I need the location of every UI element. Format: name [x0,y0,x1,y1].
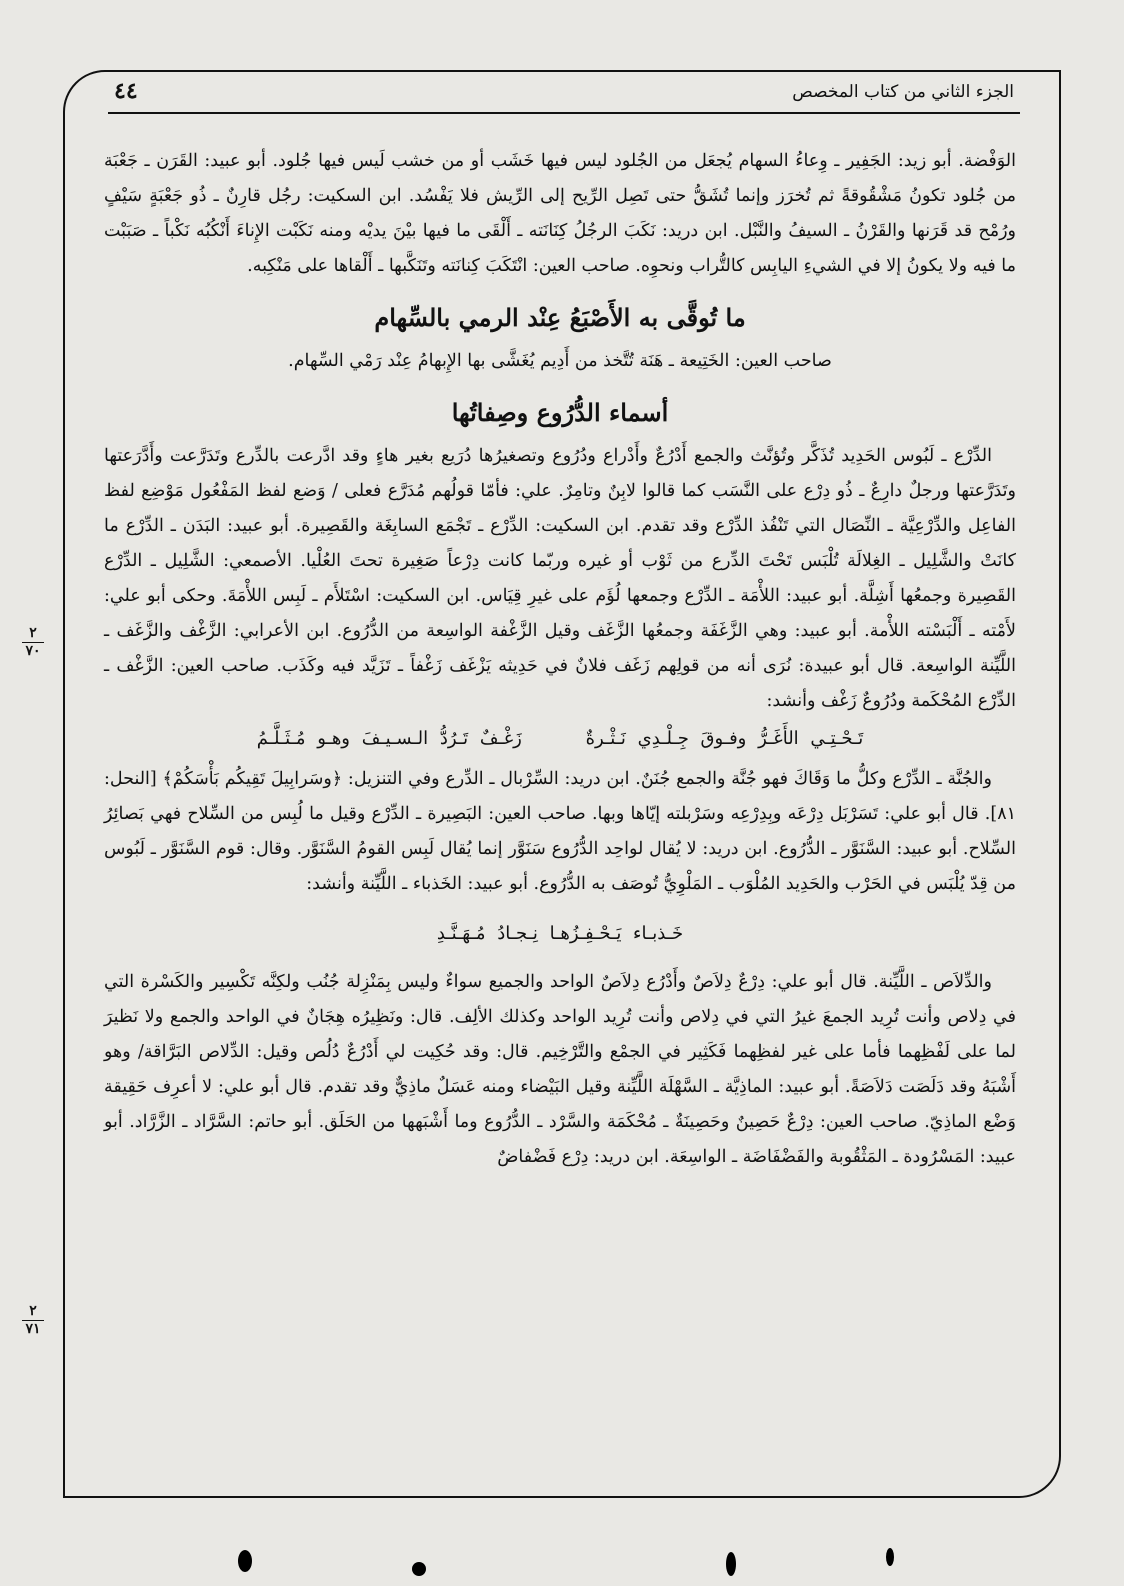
ink-blot [412,1562,426,1576]
paragraph: والدِّلاَص ـ اللَّيِّنة. قال أبو علي: دِرْعٌ دِلاَصٌ وأَدْرُع دِلاَصٌ الواحد والجميع سواءٌ وليس بِمَنْزِلة جُنُب ولكِنَّه تَكْسِير والكَسْرة التي في دِلاص وأنت تُرِيد الجمعَ غيرُ التي في دِلاص وأنت تُرِيد الواحد وكذلك الألِف. قال: ونَظِيرُه هِجَانٌ في الواحد والجمع ولا نَظيرَ لما على لَفْظِهما فأما على غير لفظِهما فَكَثِير في الجمْع والتَّرْخِيم. قال: وقد حُكِيت لي أَدْرُعٌ دُلُص وقيل: الدِّلاص البَرَّاقة/ وهو أَشْبَهُ وقد دَلَصَت دَلاَصَةً. أبو عبيد: الماذِيَّة ـ السَّهْلَة اللَّيِّنة وقيل البَيْضاء ومنه عَسَلٌ ماذِيٌّ وقد تقدم. قال أبو علي: لا أعرِف حَقِيقة وَضْع الماذِيّ. صاحب العين: دِرْعٌ حَصِينٌ وحَصِينَةٌ ـ مُحْكَمَة والسَّرْد ـ الدُّرُوع وما أَشْبَهها من الحَلَق. أبو حاتم: السَّرَّاد ـ الزَّرَّاد. أبو عبيد: المَسْرُودة ـ المَثْقُوبة والفَضْفَاضَة ـ الواسِعَة. ابن دريد: دِرْع فَضْفاضٌ [104,972,1016,1167]
paragraph: الدِّرْع ـ لَبُوس الحَدِيد تُذَكَّر وتُؤنَّث والجمع أَدْرُعٌ وأَدْراع ودُرُوع وتصغيرُها دُرَيع بغير هاءٍ وقد ادَّرعت بالدِّرع وتَدَرَّعت وأَدَّرَعتها وتَدَرَّعتها ورجلٌ دارِعٌ ـ ذُو دِرْع على النَّسَب كما قالوا لابِنٌ وتامِرٌ. علي: فأمّا قولُهم مُدَرَّع فعلى / وَضع لفظ المَفْعُول مَوْضِع لفظ الفاعِل والدِّرْعِيَّة ـ النِّصَال التي تَنْفُذ الدِّرْع وقد تقدم. ابن السكيت: الدِّرْع ـ تَجْمَع السابِغَة والقَصِيرة. أبو عبيد: البَدَن ـ الدِّرْع ما كانَتْ والشَّلِيل ـ الغِلالَة تُلْبَس تَحْتَ الدِّرع من ثَوْب أو غيره وربّما كانت دِرْعاً صَغِيرة تحتَ العُلْيا. الأصمعي: الشَّلِيل ـ الدِّرْع القَصِيرة وجمعُها أَشِلَّة. أبو عبيد: اللأْمَة ـ الدِّرْع وجمعها لُؤَم على غيرِ قِيَاس. ابن السكيت: اسْتَلأَم ـ لَبِس اللأْمَةَ. وحكى أبو علي: لأَمْته ـ أَلْبَسْته اللأْمة. أبو عبيد: وهي الزَّغَفَة وجمعُها الزَّغَف وقيل الزَّغْفة الواسِعة من الدُّرُوع. ابن الأعرابي: الزَّغْف والزَّغَف ـ اللَّيِّنة الواسِعة. قال أبو عبيدة: نُرَى أنه من قولِهم زَغَف فلانٌ في حَدِيثه يَزْغَف زَغْفاً ـ تَزَيَّد فيه وكَذَب. صاحب العين: الزَّغْف ـ الدِّرْع المُحْكَمة ودُرُوعٌ زَغْف وأنشد: [104,446,1016,711]
paragraph: والجُنَّة ـ الدِّرْع وكلُّ ما وَقَاكَ فهو جُنَّة والجمع جُنَنٌ. ابن دريد: السِّرْبال ـ الدِّرع وفي التنزيل: ﴿وسَرابِيلَ تَقِيكُم بَأْسَكُمْ﴾ [النحل: ٨١]. قال أبو علي: تَسَرْبَل دِرْعَه وبِدِرْعِه وسَرْبلته إيّاها وبها. صاحب العين: البَصِيرة ـ الدِّرْع وقيل ما لُبِس من السِّلاح فهي بَصائِرُ السِّلاح. أبو عبيد: السَّنَوَّر ـ الدُّرُوع. ابن دريد: لا يُقال لواحِد الدُّرُوع سَنَوَّر إنما يُقال لَبِس القومُ السَّنَوَّر. وقال: قوم السَّنَوَّر ـ لَبُوس من قِدّ يُلْبَس في الحَرْب والحَدِيد المُلْوَب ـ المَلْوِيُّ تُوصَف به الدُّرُوع. أبو عبيد: الخَذباء ـ اللَّيِّنة وأنشد: [104,769,1016,894]
margin-note-volume: ٢ [29,625,37,641]
verse-hemistich: زَغْـفٌ تَـرُدُّ الـسـيـفَ وهـو مُـثَـلَّـمُ [256,728,522,749]
margin-note-page: ٧١ [25,1321,41,1337]
ink-blot [886,1548,894,1566]
section-heading: أسماء الدُّرُوع وصِفاتُها [451,398,669,427]
page-header [108,78,1020,114]
margin-folio-note [18,1304,48,1337]
scan-artifacts [0,1546,1124,1586]
page-body [104,144,1016,1175]
margin-note-page: ٧٠ [25,643,41,659]
ink-blot [726,1552,736,1576]
paragraph: صاحب العين: الخَتِيعة ـ هَنَة تُتَّخذ من أَدِيم يُغَشَّى بها الإِبهامُ عِنْد رَمْي السِّهام. [288,351,832,371]
book-title: الجزء الثاني من كتاب المخصص [792,82,1014,102]
paragraph: الوَفْضة. أبو زيد: الجَفِير ـ وِعاءُ السهام يُجعَل من الجُلود ليس فيها خَشَب أو من خشب لَيس فيها جُلود. أبو عبيد: القَرَن ـ جَعْبَة من جُلود تكونُ مَشْقُوقةً ثم تُخرَز وإنما تُشَقُّ حتى تَصِل الرِّيح إلى الرِّيش فلا يَفْسُد. ابن السكيت: رجُل قارِنٌ ـ ذُو جَعْبَةٍ سَيْفٍ ورُمْح قد قَرَنها والقَرْنُ ـ السيفُ والنَّبْل. ابن دريد: نَكَبَ الرجُلُ كِنَانَته ـ أَلْقَى ما فيها بيْنَ يديْه ومنه نَكَبْت الإِناءَ أَنْكُبُه نَكْباً ـ صَبَبْت ما فيه ولا يكونُ إلا في الشيءِ اليابِس كالتُّراب ونحوِه. صاحب العين: انْتَكَبَ كِنانَته وتَنَكَّبها ـ أَلْقاها على مَنْكِبه. [104,151,1016,276]
page-number: ٤٤ [114,78,138,104]
margin-folio-note [18,626,48,659]
ink-blot [238,1550,252,1572]
verse-line: خَـذبـاء يَـحْـفِـزُهـا نِـجـادُ مُـهَـنَّـدِ [436,923,684,944]
verse-line [104,721,1016,756]
section-heading: ما تُوقَّى به الأَصْبَعُ عِنْد الرمي بالسِّهام [374,303,746,332]
verse-hemistich: تَـحْـتِـي الأَغَـرُّ وفـوقَ جِـلْـدِي نَـثْـرةٌ [585,728,864,749]
margin-note-volume: ٢ [29,1303,37,1319]
